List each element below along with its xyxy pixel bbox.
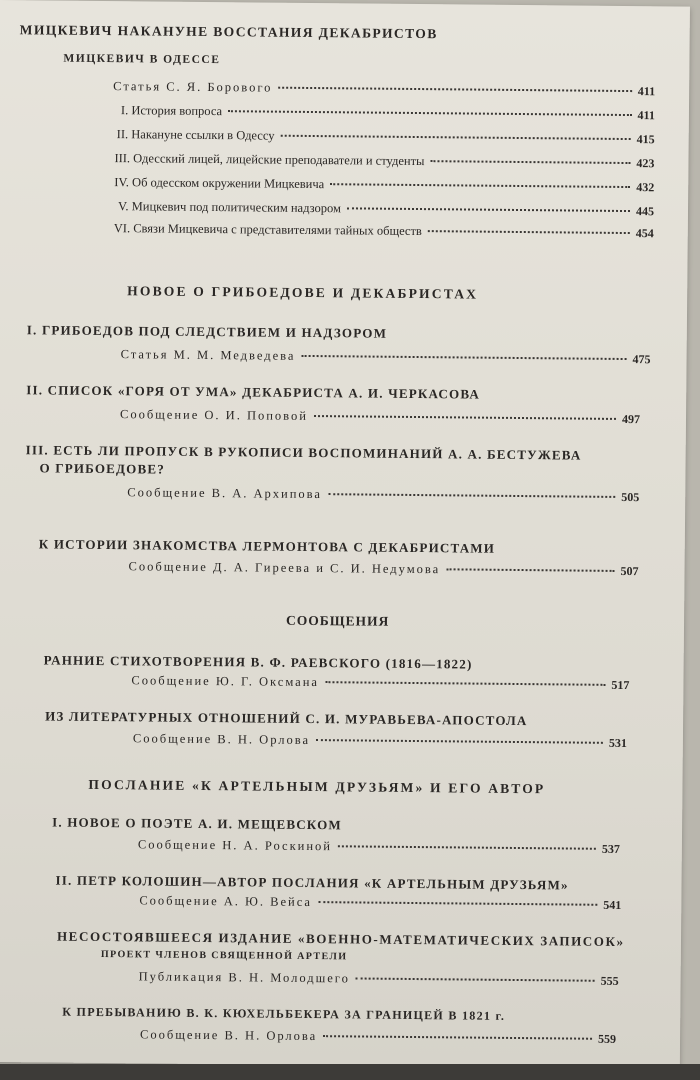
toc-entry: [114, 175, 654, 195]
toc-entry: [128, 559, 638, 579]
dot-leader: [318, 901, 597, 906]
toc-entry: [114, 221, 654, 241]
toc-entry: [131, 673, 629, 693]
entry-label: Сообщение В. Н. Орлова: [140, 1027, 318, 1044]
page-number: 541: [603, 897, 622, 913]
page-number: 559: [597, 1031, 617, 1046]
page-number: 454: [635, 226, 654, 241]
toc-entry: [118, 199, 654, 219]
article-title: II. СПИСОК «ГОРЯ ОТ УМА» ДЕКАБРИСТА А. И. ЧЕРКАСОВА: [26, 382, 481, 402]
dot-leader: [301, 355, 626, 360]
entry-label: IV. Об одесском окружении Мицкевича: [114, 175, 325, 192]
article-title: К ИСТОРИИ ЗНАКОМСТВА ЛЕРМОНТОВА С ДЕКАБРИСТАМИ: [38, 536, 496, 556]
dot-leader: [430, 160, 630, 164]
page-number: 432: [636, 180, 655, 195]
toc-entry: [127, 485, 639, 505]
article-subtitle: ПРОЕКТ ЧЛЕНОВ СВЯЩЕННОЙ АРТЕЛИ: [100, 949, 348, 963]
entry-label: Сообщение Ю. Г. Оксмана: [131, 673, 320, 690]
entry-label: V. Мицкевич под политическим надзором: [117, 199, 342, 216]
dot-leader: [323, 1035, 592, 1040]
page-number: 531: [608, 735, 627, 751]
dot-leader: [316, 739, 603, 744]
dot-leader: [325, 681, 605, 686]
dot-leader: [338, 845, 596, 849]
toc-entry: [139, 893, 621, 913]
dot-leader: [330, 183, 630, 188]
entry-label: Сообщение А. Ю. Вейса: [139, 893, 313, 910]
article-title: I. ГРИБОЕДОВ ПОД СЛЕДСТВИЕМ И НАДЗОРОМ: [26, 322, 388, 341]
entry-label: III. Одесский лицей, лицейские преподаватели и студенты: [114, 151, 425, 169]
section-title-mickiewicz: МИЦКЕВИЧ НАКАНУНЕ ВОССТАНИЯ ДЕКАБРИСТОВ: [19, 22, 438, 42]
article-title: НЕСОСТОЯВШЕЕСЯ ИЗДАНИЕ «ВОЕННО-МАТЕМАТИЧЕСКИХ ЗАПИСОК»: [56, 928, 625, 950]
toc-entry: [139, 969, 619, 989]
toc-entry: [121, 347, 651, 367]
entry-label: II. Накануне ссылки в Одессу: [116, 127, 275, 143]
page-number: 555: [600, 973, 619, 988]
page-number: 497: [621, 411, 641, 427]
toc-entry: [114, 151, 654, 171]
page-number: 445: [635, 204, 655, 219]
article-title: ИЗ ЛИТЕРАТУРНЫХ ОТНОШЕНИЙ С. И. МУРАВЬЕВА-АПОСТОЛА: [45, 708, 528, 729]
toc-entry: [140, 1027, 616, 1047]
article-title: II. ПЕТР КОЛОШИН—АВТОР ПОСЛАНИЯ «К АРТЕЛЬНЫМ ДРУЗЬЯМ»: [55, 872, 569, 893]
article-title-continued: О ГРИБОЕДОВЕ?: [39, 460, 166, 477]
subsection-title-odessa: МИЦКЕВИЧ В ОДЕССЕ: [63, 52, 221, 67]
page-number: 507: [620, 563, 639, 579]
toc-entry: [133, 731, 627, 751]
dot-leader: [278, 87, 631, 92]
entry-label: Статья М. М. Медведева: [120, 347, 296, 363]
section-title-messages: СООБЩЕНИЯ: [285, 612, 390, 629]
entry-label: Публикация В. Н. Молодшего: [138, 969, 350, 986]
page-number: 475: [632, 352, 651, 367]
article-title: К ПРЕБЫВАНИЮ В. К. КЮХЕЛЬБЕКЕРА ЗА ГРАНИЦЕЙ В 1821 г.: [62, 1004, 506, 1023]
dot-leader: [280, 135, 630, 140]
entry-label: Сообщение Н. А. Роскиной: [137, 837, 333, 854]
entry-label: VI. Связи Мицкевича с представителями тайных обществ: [113, 221, 422, 239]
dot-leader: [228, 110, 631, 116]
dot-leader: [347, 207, 630, 212]
entry-label: Сообщение Д. А. Гиреева и С. И. Недумова: [128, 559, 441, 577]
dot-leader: [356, 977, 595, 981]
entry-label: Сообщение В. А. Архипова: [127, 485, 323, 502]
dot-leader: [428, 230, 630, 234]
page-number: 411: [637, 84, 656, 99]
page-number: 415: [636, 132, 655, 147]
article-title: РАННИЕ СТИХОТВОРЕНИЯ В. Ф. РАЕВСКОГО (1816—1822): [43, 652, 473, 672]
dot-leader: [314, 415, 616, 420]
dot-leader: [328, 493, 615, 498]
entry-label: Сообщение В. Н. Орлова: [132, 731, 311, 748]
toc-entry: [117, 127, 655, 147]
entry-label: Статья С. Я. Борового: [113, 79, 273, 95]
section-title-griboedov: НОВОЕ О ГРИБОЕДОВЕ И ДЕКАБРИСТАХ: [127, 283, 479, 302]
article-title: III. ЕСТЬ ЛИ ПРОПУСК В РУКОПИСИ ВОСПОМИНАНИЙ А. А. БЕСТУЖЕВА: [25, 442, 582, 463]
section-title-artel: ПОСЛАНИЕ «К АРТЕЛЬНЫМ ДРУЗЬЯМ» И ЕГО АВТОР: [88, 776, 546, 797]
toc-entry: [121, 103, 655, 123]
page-number: 505: [621, 489, 640, 505]
monitor-bezel: [0, 1064, 700, 1080]
toc-entry: [138, 837, 620, 857]
page-number: 423: [636, 156, 655, 171]
entry-label: I. История вопроса: [120, 103, 223, 119]
toc-entry: [120, 407, 640, 427]
page-number: 517: [611, 677, 630, 693]
article-title: I. НОВОЕ О ПОЭТЕ А. И. МЕЩЕВСКОМ: [52, 814, 342, 833]
page-number: 411: [637, 108, 655, 123]
entry-label: Сообщение О. И. Поповой: [119, 407, 309, 423]
toc-entry: [113, 79, 655, 99]
page-number: 537: [601, 841, 620, 856]
dot-leader: [446, 568, 614, 572]
